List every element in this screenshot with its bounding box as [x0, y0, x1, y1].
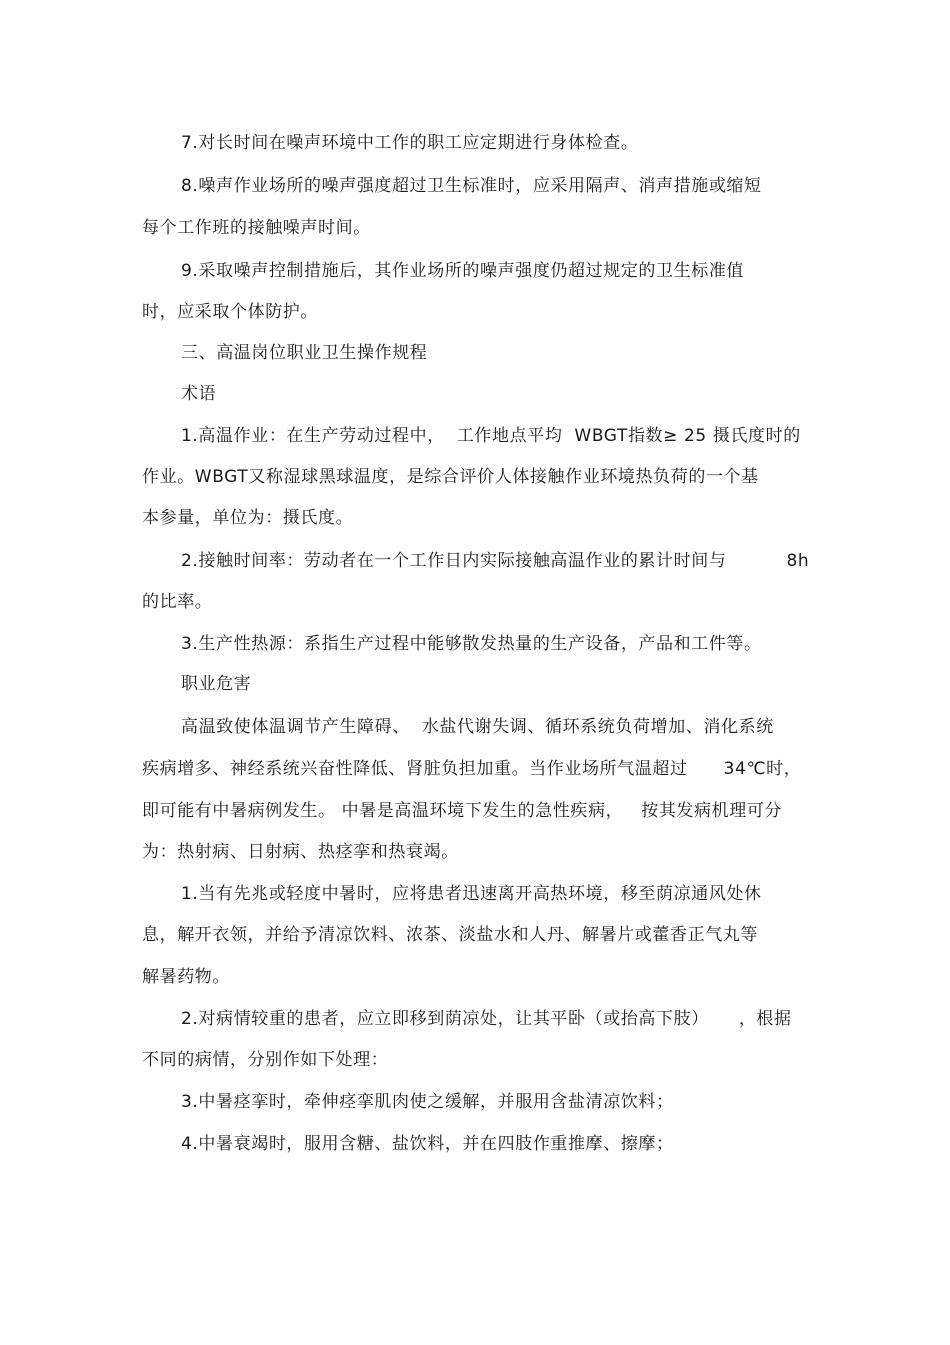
subsection-heading: 术语	[181, 384, 217, 404]
paragraph-line: 作业。WBGT又称湿球黑球温度，是综合评价人体接触作业环境热负荷的一个基	[142, 467, 759, 487]
paragraph-line: 不同的病情，分别作如下处理：	[142, 1050, 389, 1070]
paragraph-line: 3.生产性热源：系指生产过程中能够散发热量的生产设备，产品和工件等。	[181, 634, 762, 654]
paragraph-line: 4.中暑衰竭时，服用含糖、盐饮料，并在四肢作重推摩、擦摩；	[181, 1134, 674, 1154]
paragraph-line: 2.接触时间率：劳动者在一个工作日内实际接触高温作业的累计时间与 8h	[181, 551, 810, 571]
paragraph-line: 1.当有先兆或轻度中暑时，应将患者迅速离开高热环境，移至荫凉通风处休	[181, 884, 762, 904]
paragraph-line: 3.中暑痉挛时，牵伸痉挛肌肉使之缓解，并服用含盐清凉饮料；	[181, 1092, 674, 1112]
paragraph-line: 8.噪声作业场所的噪声强度超过卫生标准时，应采用隔声、消声措施或缩短	[181, 176, 762, 196]
paragraph-line: 解暑药物。	[142, 967, 230, 987]
paragraph-line: 9.采取噪声控制措施后，其作业场所的噪声强度仍超过规定的卫生标准值	[181, 261, 745, 281]
section-heading: 三、高温岗位职业卫生操作规程	[181, 343, 428, 363]
paragraph-line: 疾病增多、神经系统兴奋性降低、肾脏负担加重。当作业场所气温超过 34℃时，	[142, 759, 802, 779]
paragraph-line: 2.对病情较重的患者，应立即移到荫凉处，让其平卧（或抬高下肢） ，根据	[181, 1009, 792, 1029]
paragraph-line: 每个工作班的接触噪声时间。	[142, 218, 371, 238]
paragraph-line: 本参量，单位为：摄氏度。	[142, 508, 354, 528]
paragraph-line: 1.高温作业：在生产劳动过程中， 工作地点平均 WBGT指数≥ 25 摄氏度时的	[181, 426, 801, 446]
subsection-heading: 职业危害	[181, 674, 252, 694]
paragraph-line: 为：热射病、日射病、热痉挛和热衰竭。	[142, 842, 459, 862]
paragraph-line: 时，应采取个体防护。	[142, 302, 318, 322]
paragraph-line: 息，解开衣领，并给予清凉饮料、浓茶、淡盐水和人丹、解暑片或藿香正气丸等	[142, 925, 758, 945]
paragraph-line: 7.对长时间在噪声环境中工作的职工应定期进行身体检查。	[181, 133, 639, 153]
paragraph-line: 高温致使体温调节产生障碍、 水盐代谢失调、循环系统负荷增加、消化系统	[181, 717, 774, 737]
paragraph-line: 即可能有中暑病例发生。 中暑是高温环境下发生的急性疾病， 按其发病机理可分	[142, 801, 783, 821]
paragraph-line: 的比率。	[142, 592, 213, 612]
